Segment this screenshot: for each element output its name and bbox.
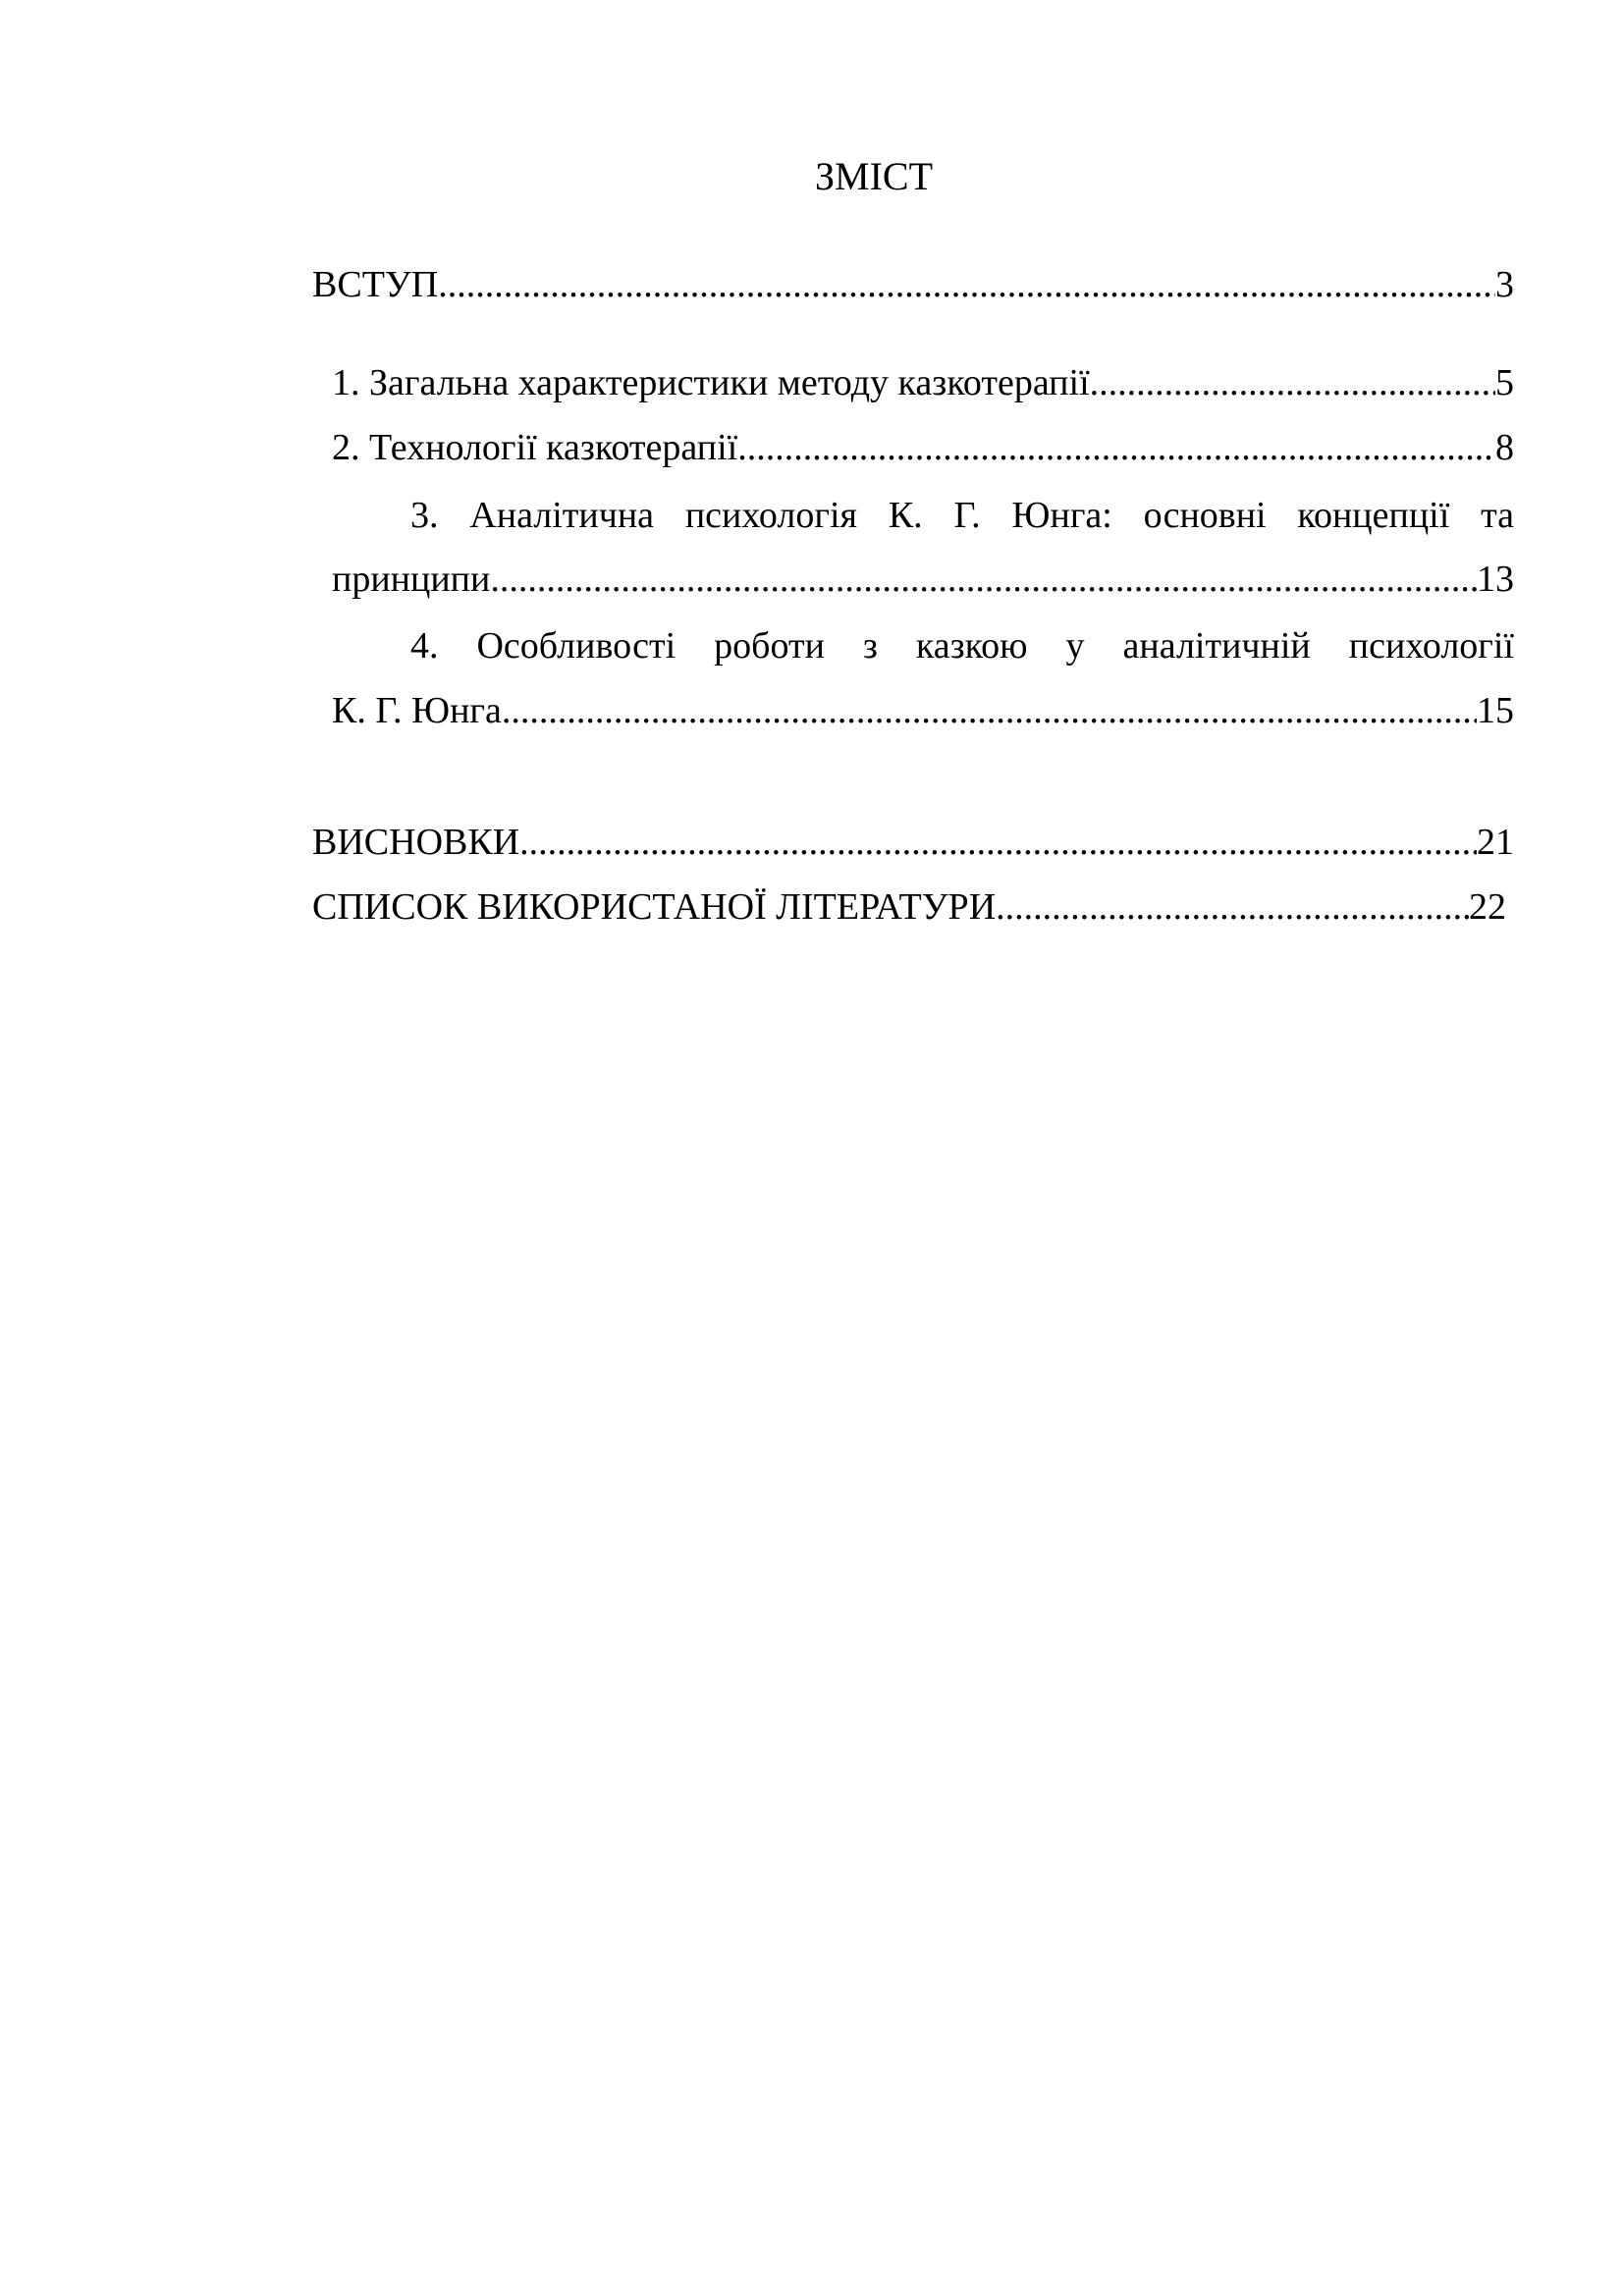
toc-dot-leader	[519, 815, 1477, 870]
toc-entry-4-line1	[332, 618, 1514, 673]
toc-page-number: 13	[1477, 559, 1514, 600]
toc-page-number: 15	[1477, 690, 1514, 731]
toc-entry-intro	[312, 257, 1514, 312]
toc-entry-label: 2. Технології казкотерапії	[332, 427, 738, 468]
toc-entry-2	[332, 420, 1514, 475]
toc-dot-leader	[996, 880, 1469, 934]
toc-page-number: 21	[1477, 822, 1514, 863]
toc-dot-leader	[502, 683, 1477, 738]
toc-page-number: 22	[1469, 886, 1506, 928]
toc-entry-1	[332, 355, 1514, 410]
toc-entry-label: ВСТУП	[312, 264, 439, 305]
toc-page-number: 5	[1495, 362, 1514, 403]
page-title: ЗМІСТ	[814, 154, 934, 198]
toc-entry-references	[312, 880, 1506, 934]
toc-dot-leader	[490, 552, 1477, 607]
toc-entry-label: 1. Загальна характеристики методу казкотерапії	[332, 362, 1090, 403]
toc-entry-3-line1	[332, 488, 1514, 543]
toc-entry-label: К. Г. Юнга	[332, 690, 502, 731]
toc-entry-label: СПИСОК ВИКОРИСТАНОЇ ЛІТЕРАТУРИ	[312, 886, 997, 928]
toc-dot-leader	[1090, 355, 1495, 410]
toc-entry-label: 3. Аналітична психологія К. Г. Юнга: основні концепції та	[410, 495, 1514, 536]
toc-dot-leader	[737, 420, 1495, 475]
toc-dot-leader	[438, 257, 1495, 312]
toc-page-number: 8	[1495, 427, 1514, 468]
toc-entry-label: ВИСНОВКИ	[312, 822, 520, 863]
toc-entry-conclusions	[312, 815, 1514, 870]
toc-entry-3-line2	[332, 552, 1514, 607]
toc-entry-4-line2	[332, 683, 1514, 738]
toc-entry-label: принципи	[332, 559, 491, 600]
toc-entry-label: 4. Особливості роботи з казкою у аналітичній психології	[410, 625, 1514, 667]
toc-page-number: 3	[1495, 264, 1514, 305]
